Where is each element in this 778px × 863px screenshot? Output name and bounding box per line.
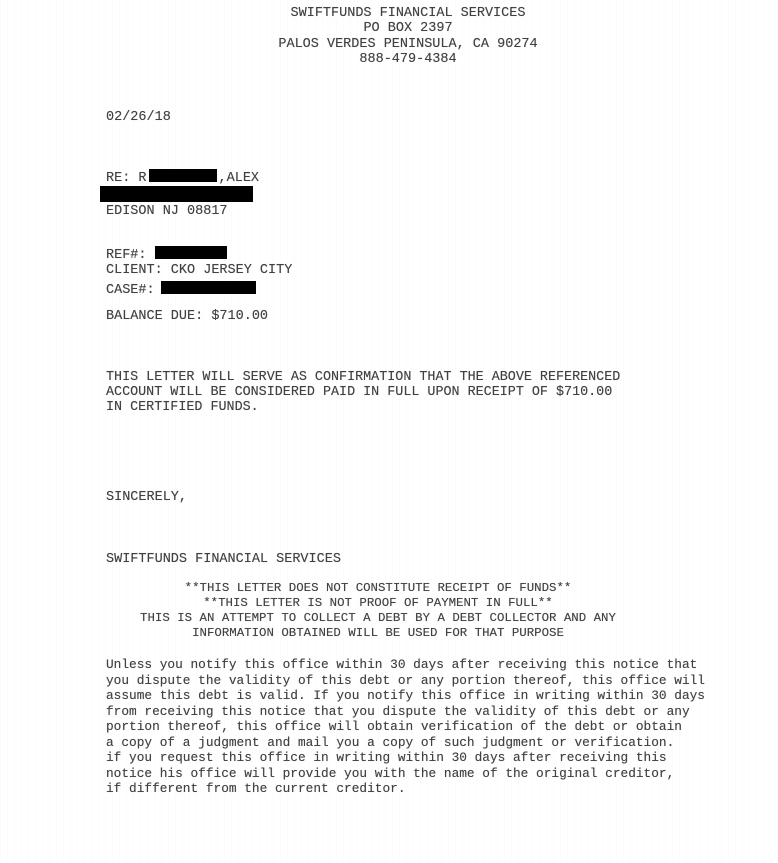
client-line: CLIENT: CKO JERSEY CITY	[106, 263, 293, 278]
notice-line: if different from the current creditor.	[106, 781, 406, 797]
balance-due-line: BALANCE DUE: $710.00	[106, 309, 269, 324]
notice-line: portion thereof, this office will obtain verification of the debt or obtain	[106, 719, 682, 735]
redaction-bar-ref	[155, 246, 227, 259]
re-prefix: RE: R	[106, 171, 147, 186]
ref-label: REF#:	[106, 248, 147, 263]
notice-line: from receiving this notice that you dispute the validity of this debt or any	[106, 703, 690, 719]
confirmation-line: IN CERTIFIED FUNDS.	[106, 400, 259, 416]
sender-name: SWIFTFUNDS FINANCIAL SERVICES	[290, 6, 526, 21]
re-line	[106, 169, 259, 186]
redaction-bar-name	[149, 169, 217, 182]
disclaimer-block	[0, 581, 756, 641]
sender-po-box: PO BOX 2397	[363, 21, 453, 37]
notice-line: notice his office will provide you with the name of the original creditor,	[106, 765, 675, 781]
confirmation-paragraph	[106, 370, 620, 416]
disclaimer-line: THIS IS AN ATTEMPT TO COLLECT A DEBT BY A DEBT COLLECTOR AND ANY	[140, 611, 616, 626]
sender-phone: 888-479-4384	[359, 51, 457, 67]
redaction-bar-address	[100, 186, 253, 202]
re-suffix: ,ALEX	[218, 171, 260, 186]
sender-header	[38, 6, 778, 67]
confirmation-line: THIS LETTER WILL SERVE AS CONFIRMATION THAT THE ABOVE REFERENCED	[106, 370, 621, 385]
notice-line: Unless you notify this office within 30 days after receiving this notice that	[106, 657, 698, 672]
validation-notice-paragraph	[106, 657, 705, 797]
redaction-bar-case	[161, 281, 256, 294]
notice-line: if you request this office in writing within 30 days after receiving this	[106, 750, 667, 766]
notice-line: a copy of a judgment and mail you a copy of such judgment or verification.	[106, 734, 675, 750]
letter-date: 02/26/18	[106, 110, 171, 125]
notice-line: you dispute the validity of this debt or any portion thereof, this office will	[106, 672, 705, 688]
notice-line: assume this debt is valid. If you notify this office in writing within 30 days	[106, 688, 705, 704]
disclaimer-line: INFORMATION OBTAINED WILL BE USED FOR THAT PURPOSE	[192, 626, 564, 641]
closing-line: SINCERELY,	[106, 490, 188, 505]
ref-line	[106, 246, 227, 263]
case-line	[106, 281, 256, 298]
case-label: CASE#:	[106, 283, 155, 298]
signature-line: SWIFTFUNDS FINANCIAL SERVICES	[106, 552, 341, 567]
confirmation-line: ACCOUNT WILL BE CONSIDERED PAID IN FULL UPON RECEIPT OF $710.00	[106, 385, 613, 401]
disclaimer-line: **THIS LETTER DOES NOT CONSTITUTE RECEIPT OF FUNDS**	[184, 581, 572, 595]
disclaimer-line: **THIS LETTER IS NOT PROOF OF PAYMENT IN FULL**	[203, 596, 553, 611]
sender-city-line: PALOS VERDES PENINSULA, CA 90274	[278, 36, 538, 52]
recipient-city-line: EDISON NJ 08817	[106, 204, 228, 219]
